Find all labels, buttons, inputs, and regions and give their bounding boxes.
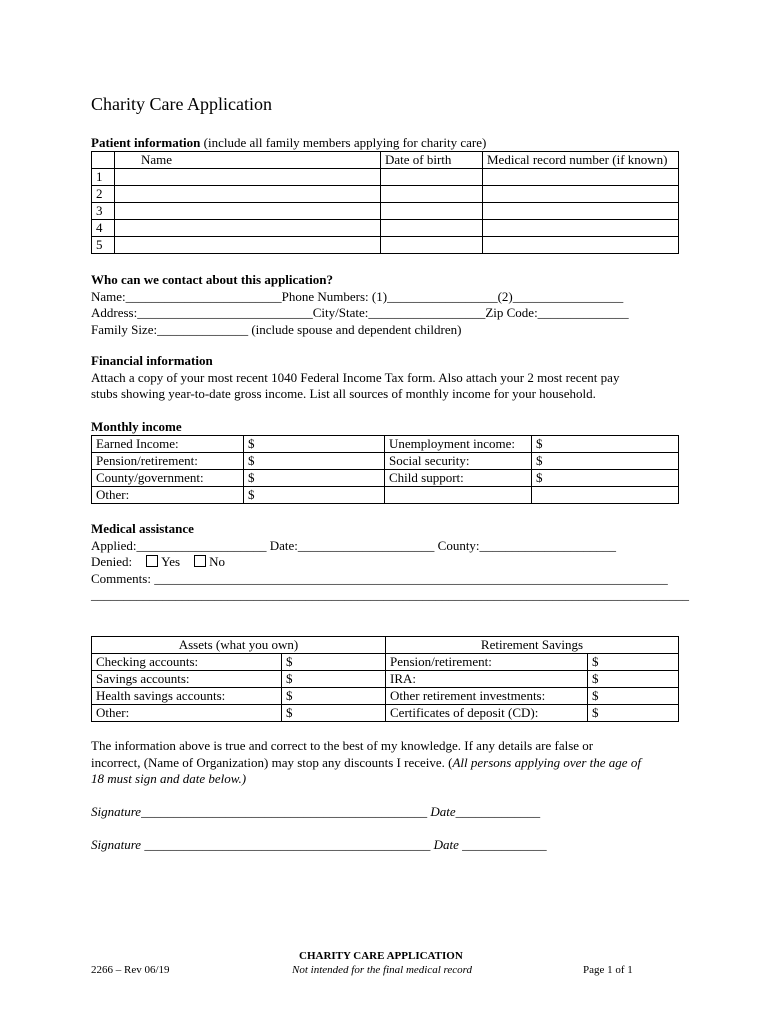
assets-table [91, 636, 679, 722]
name-cell[interactable] [115, 237, 381, 254]
yes-label: Yes [161, 554, 181, 569]
income-amount[interactable]: $ [532, 453, 679, 470]
monthly-income-table [91, 435, 679, 504]
denied-row [91, 554, 689, 571]
mrn-cell[interactable] [483, 203, 679, 220]
statement-line-2a: incorrect, (Name of Organization) may stop any discounts I receive. ( [91, 754, 453, 770]
mrn-cell[interactable] [483, 237, 679, 254]
row-number: 5 [92, 237, 115, 254]
patient-note: (include all family members applying for charity care) [200, 135, 487, 150]
mrn-cell[interactable] [483, 169, 679, 186]
asset-amount[interactable]: $ [282, 688, 386, 705]
row-number: 4 [92, 220, 115, 237]
income-label: County/government: [92, 470, 244, 487]
retirement-amount[interactable]: $ [588, 705, 679, 722]
signature-line-2[interactable]: Signature ____________________________________________ Date _____________ [91, 837, 547, 852]
retirement-header: Retirement Savings [386, 637, 679, 654]
name-cell[interactable] [115, 186, 381, 203]
mrn-cell[interactable] [483, 220, 679, 237]
dob-cell[interactable] [381, 203, 483, 220]
income-label: Other: [92, 487, 244, 504]
contact-heading: Who can we contact about this application? [91, 272, 333, 287]
yes-checkbox[interactable] [146, 555, 158, 567]
contact-section [91, 272, 629, 338]
income-label [385, 487, 532, 504]
row-number: 1 [92, 169, 115, 186]
comments-line[interactable]: Comments: _______________________________________________________________________________ [91, 570, 668, 586]
table-row [92, 705, 679, 722]
contact-address-line[interactable]: Address:___________________________City/State:__________________Zip Code:______________ [91, 305, 629, 320]
table-row [92, 654, 679, 671]
retirement-amount[interactable]: $ [588, 654, 679, 671]
asset-amount[interactable]: $ [282, 654, 386, 671]
signature-line-1[interactable]: Signature____________________________________________ Date_____________ [91, 804, 541, 819]
patient-col-index [92, 152, 115, 169]
table-row [92, 436, 679, 453]
income-amount[interactable]: $ [244, 487, 385, 504]
income-label: Earned Income: [92, 436, 244, 453]
no-checkbox[interactable] [194, 555, 206, 567]
table-row [92, 487, 679, 504]
dob-cell[interactable] [381, 186, 483, 203]
statement [91, 738, 641, 788]
table-row [92, 186, 679, 203]
mrn-cell[interactable] [483, 186, 679, 203]
table-row [92, 671, 679, 688]
patient-col-name: Name [115, 152, 381, 169]
name-cell[interactable] [115, 203, 381, 220]
asset-label: Savings accounts: [92, 671, 282, 688]
table-row [92, 688, 679, 705]
asset-amount[interactable]: $ [282, 671, 386, 688]
income-amount[interactable]: $ [244, 470, 385, 487]
retirement-label: Pension/retirement: [386, 654, 588, 671]
page-title: Charity Care Application [91, 94, 272, 114]
asset-amount[interactable]: $ [282, 705, 386, 722]
medical-heading: Medical assistance [91, 521, 194, 536]
assets-header: Assets (what you own) [92, 637, 386, 654]
form-number: 2266 – Rev 06/19 [91, 964, 170, 976]
patient-col-mrn: Medical record number (if known) [483, 152, 679, 169]
income-amount[interactable]: $ [244, 436, 385, 453]
retirement-amount[interactable]: $ [588, 671, 679, 688]
asset-label: Health savings accounts: [92, 688, 282, 705]
footer-title: CHARITY CARE APPLICATION [299, 950, 463, 962]
income-amount[interactable] [532, 487, 679, 504]
table-row [92, 203, 679, 220]
table-row [92, 169, 679, 186]
retirement-label: Certificates of deposit (CD): [386, 705, 588, 722]
patient-table-header [92, 152, 679, 169]
table-row [92, 237, 679, 254]
applied-line[interactable]: Applied:____________________ Date:_____________________ County:_____________________ [91, 537, 617, 553]
income-label: Child support: [385, 470, 532, 487]
patient-heading: Patient information [91, 135, 201, 150]
financial-text-1: Attach a copy of your most recent 1040 Federal Income Tax form. Also attach your 2 most recent pay [91, 369, 620, 385]
income-amount[interactable]: $ [532, 470, 679, 487]
contact-name-phone-line[interactable]: Name:________________________Phone Numbers: (1)_________________(2)_________________ [91, 288, 624, 304]
retirement-amount[interactable]: $ [588, 688, 679, 705]
income-label: Unemployment income: [385, 436, 532, 453]
denied-label: Denied: [91, 554, 133, 569]
footer-note: Not intended for the final medical record [292, 964, 473, 976]
income-amount[interactable]: $ [532, 436, 679, 453]
medical-section [91, 521, 689, 604]
patient-section-heading [91, 135, 486, 151]
patient-col-dob: Date of birth [381, 152, 483, 169]
statement-line-2 [91, 755, 641, 772]
name-cell[interactable] [115, 169, 381, 186]
table-row [92, 453, 679, 470]
monthly-income-heading: Monthly income [91, 419, 182, 434]
financial-section [91, 353, 619, 403]
retirement-label: IRA: [386, 671, 588, 688]
table-row [92, 470, 679, 487]
patient-table [91, 151, 679, 254]
retirement-label: Other retirement investments: [386, 688, 588, 705]
family-size-line[interactable]: Family Size:______________ (include spouse and dependent children) [91, 321, 462, 337]
comments-line-2[interactable]: ____________________________________________________________________________________________ [91, 587, 689, 602]
financial-text-2: stubs showing year-to-date gross income. List all sources of monthly income for your household. [91, 386, 596, 401]
dob-cell[interactable] [381, 169, 483, 186]
asset-label: Checking accounts: [92, 654, 282, 671]
name-cell[interactable] [115, 220, 381, 237]
income-label: Social security: [385, 453, 532, 470]
dob-cell[interactable] [381, 237, 483, 254]
statement-line-1: The information above is true and correct to the best of my knowledge. If any details are false or [91, 738, 594, 753]
financial-heading: Financial information [91, 353, 213, 368]
statement-line-3: 18 must sign and date below.) [91, 771, 247, 786]
row-number: 2 [92, 186, 115, 203]
row-number: 3 [92, 203, 115, 220]
income-amount[interactable]: $ [244, 453, 385, 470]
dob-cell[interactable] [381, 220, 483, 237]
page-number: Page 1 of 1 [583, 964, 633, 976]
statement-line-2b: All persons applying over the age of [452, 754, 641, 770]
assets-header-row [92, 637, 679, 654]
income-label: Pension/retirement: [92, 453, 244, 470]
no-label: No [209, 554, 225, 569]
table-row [92, 220, 679, 237]
asset-label: Other: [92, 705, 282, 722]
